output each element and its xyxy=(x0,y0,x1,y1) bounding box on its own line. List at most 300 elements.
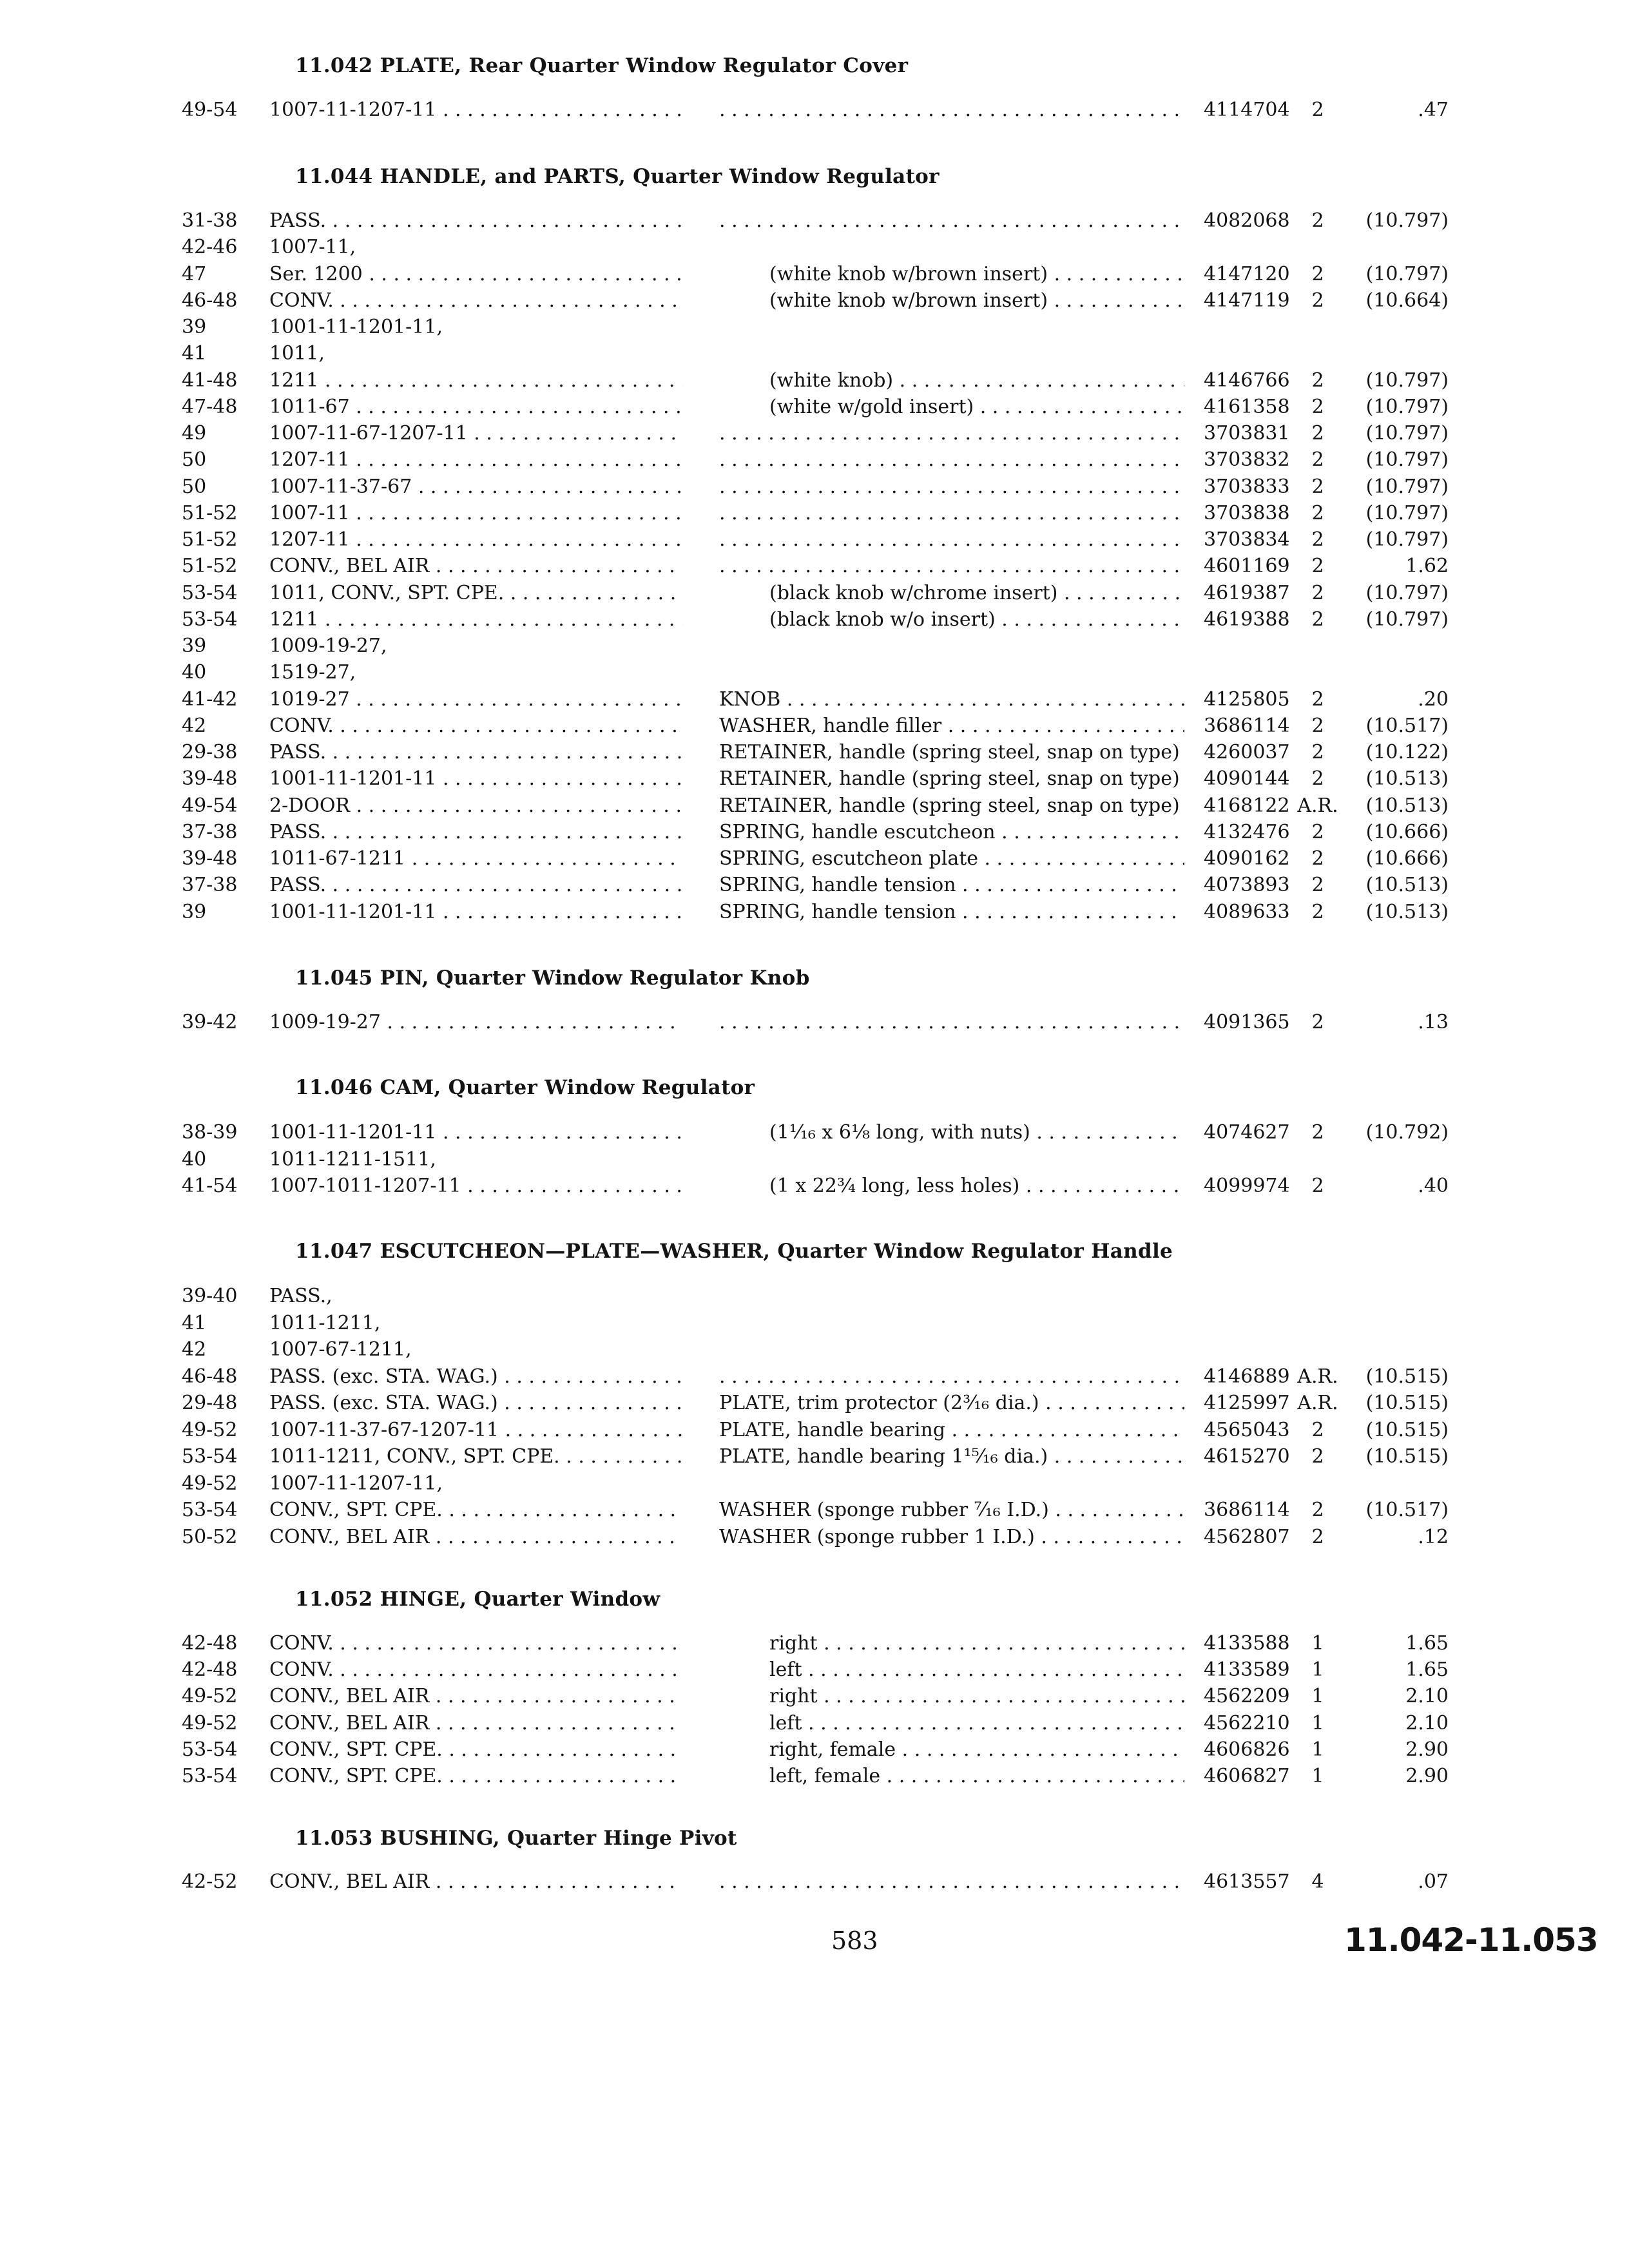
row-group-price: .40 xyxy=(1418,1175,1449,1197)
row-part-number: 3703834 xyxy=(1204,528,1290,551)
row-part-number: 4619387 xyxy=(1204,582,1290,604)
table-row xyxy=(0,659,1629,686)
row-quantity: 2 xyxy=(1311,555,1324,577)
row-quantity: 2 xyxy=(1311,1175,1324,1197)
row-description: (black knob w/chrome insert) . . . xyxy=(769,580,1184,606)
row-group-price: 2.10 xyxy=(1405,1685,1449,1707)
table-row xyxy=(0,1497,1629,1523)
row-years: 38-39 xyxy=(182,1121,238,1144)
row-group-price: 2.90 xyxy=(1405,1738,1449,1761)
row-group-price: (10.513) xyxy=(1365,901,1449,923)
row-part-number: 4562210 xyxy=(1204,1712,1290,1735)
row-application: 1001-11-1201-11 . . . xyxy=(269,1119,683,1146)
row-part-number: 4089633 xyxy=(1204,901,1290,923)
row-quantity: 2 xyxy=(1311,289,1324,312)
table-row xyxy=(0,1417,1629,1443)
row-quantity: 2 xyxy=(1311,688,1324,711)
row-description: SPRING, handle tension . . . xyxy=(719,872,1184,898)
row-application: 1007-11-37-67-1207-11 . . . xyxy=(269,1417,683,1443)
row-part-number: 3703832 xyxy=(1204,448,1290,471)
row-description: right . . . xyxy=(769,1683,1184,1709)
row-years: 49-52 xyxy=(182,1419,238,1441)
row-years: 49-54 xyxy=(182,99,238,121)
row-group-price: .13 xyxy=(1418,1011,1449,1033)
row-quantity: 2 xyxy=(1311,502,1324,524)
row-quantity: 1 xyxy=(1311,1738,1324,1761)
row-group-price: (10.797) xyxy=(1365,422,1449,445)
row-years: 47-48 xyxy=(182,396,238,418)
row-quantity: 1 xyxy=(1311,1712,1324,1735)
row-application: CONV., BEL AIR . . . xyxy=(269,1710,683,1736)
row-years: 49-52 xyxy=(182,1712,238,1735)
row-application: 1211 . . . xyxy=(269,367,683,394)
row-years: 40 xyxy=(182,661,207,684)
row-application: 1011-1211, xyxy=(269,1312,381,1334)
row-years: 39-40 xyxy=(182,1285,238,1307)
row-application: 1011-1211-1511, xyxy=(269,1148,436,1171)
table-row xyxy=(0,633,1629,659)
row-group-price: 2.90 xyxy=(1405,1765,1449,1787)
row-quantity: 2 xyxy=(1311,369,1324,392)
row-application: 1007-11-67-1207-11 . . . xyxy=(269,420,683,447)
row-application: PASS., xyxy=(269,1285,333,1307)
row-application: 1007-11-37-67 . . . xyxy=(269,474,683,500)
row-group-price: (10.666) xyxy=(1365,821,1449,843)
row-years: 51-52 xyxy=(182,555,238,577)
row-years: 39 xyxy=(182,316,207,338)
table-row xyxy=(0,1470,1629,1497)
row-application: 1011-67-1211 . . . xyxy=(269,845,683,872)
row-part-number: 4133589 xyxy=(1204,1658,1290,1681)
row-years: 49-52 xyxy=(182,1685,238,1707)
table-row xyxy=(0,1736,1629,1763)
row-years: 49-54 xyxy=(182,794,238,817)
row-application: CONV., BEL AIR . . . xyxy=(269,1869,683,1895)
table-row xyxy=(0,899,1629,925)
row-years: 39 xyxy=(182,901,207,923)
row-part-number: 4615270 xyxy=(1204,1445,1290,1468)
row-description: (1 x 22¾ long, less holes) . . . xyxy=(769,1173,1184,1199)
row-application: CONV. . . . xyxy=(269,1657,683,1683)
row-part-number: 4125805 xyxy=(1204,688,1290,711)
table-row xyxy=(0,1119,1629,1146)
row-quantity: 2 xyxy=(1311,715,1324,737)
row-description: RETAINER, handle (spring steel, snap on type) . . . xyxy=(719,739,1184,765)
row-group-price: (10.515) xyxy=(1365,1445,1449,1468)
table-row xyxy=(0,1363,1629,1390)
row-years: 39-48 xyxy=(182,767,238,790)
row-application: 1207-11 . . . xyxy=(269,447,683,473)
row-years: 41-54 xyxy=(182,1175,238,1197)
row-application: PASS. . . . xyxy=(269,819,683,845)
row-quantity: 2 xyxy=(1311,1121,1324,1144)
row-years: 50-52 xyxy=(182,1526,238,1548)
row-description xyxy=(719,500,1184,526)
table-row xyxy=(0,580,1629,606)
row-years: 50 xyxy=(182,476,207,498)
table-row xyxy=(0,845,1629,872)
row-group-price: (10.513) xyxy=(1365,767,1449,790)
row-quantity: 2 xyxy=(1311,901,1324,923)
row-description: right . . . xyxy=(769,1630,1184,1657)
row-application: CONV., SPT. CPE. . . . xyxy=(269,1497,683,1523)
row-years: 50 xyxy=(182,448,207,471)
row-description: (1¹⁄₁₆ x 6⅛ long, with nuts) . . . xyxy=(769,1119,1184,1146)
row-group-price: (10.797) xyxy=(1365,476,1449,498)
row-part-number: 3703838 xyxy=(1204,502,1290,524)
table-row xyxy=(0,474,1629,500)
row-part-number: 4147120 xyxy=(1204,263,1290,285)
row-application: Ser. 1200 . . . xyxy=(269,261,683,287)
row-group-price: .20 xyxy=(1418,688,1449,711)
row-years: 42 xyxy=(182,1338,207,1361)
row-years: 41 xyxy=(182,1312,207,1334)
row-quantity: 2 xyxy=(1311,608,1324,631)
row-years: 53-54 xyxy=(182,608,238,631)
table-row xyxy=(0,1630,1629,1657)
table-row xyxy=(0,793,1629,819)
row-description xyxy=(719,1363,1184,1390)
row-description: SPRING, handle tension . . . xyxy=(719,899,1184,925)
row-application: 1007-11-1207-11, xyxy=(269,1472,443,1495)
row-application: 1007-11 . . . xyxy=(269,500,683,526)
row-group-price: (10.797) xyxy=(1365,369,1449,392)
row-part-number: 4562209 xyxy=(1204,1685,1290,1707)
row-description: PLATE, handle bearing . . . xyxy=(719,1417,1184,1443)
row-description: (white w/gold insert) . . . xyxy=(769,394,1184,420)
row-group-price: 1.65 xyxy=(1405,1658,1449,1681)
row-years: 53-54 xyxy=(182,582,238,604)
row-description: PLATE, handle bearing 1¹⁵⁄₁₆ dia.) . . . xyxy=(719,1443,1184,1470)
row-years: 29-38 xyxy=(182,741,238,764)
table-row xyxy=(0,394,1629,420)
row-quantity: 2 xyxy=(1311,263,1324,285)
row-application: CONV., BEL AIR . . . xyxy=(269,1683,683,1709)
row-years: 31-38 xyxy=(182,209,238,232)
row-description: left, female . . . xyxy=(769,1763,1184,1789)
row-part-number: 4147119 xyxy=(1204,289,1290,312)
row-group-price: (10.792) xyxy=(1365,1121,1449,1144)
row-group-price: .12 xyxy=(1418,1526,1449,1548)
row-application: 1007-11, xyxy=(269,236,356,258)
row-part-number: 4133588 xyxy=(1204,1632,1290,1655)
row-years: 42 xyxy=(182,715,207,737)
row-group-price: (10.797) xyxy=(1365,502,1449,524)
row-description: left . . . xyxy=(769,1710,1184,1736)
row-part-number: 4091365 xyxy=(1204,1011,1290,1033)
table-row xyxy=(0,1173,1629,1199)
table-row xyxy=(0,367,1629,394)
section-heading: 11.042 PLATE, Rear Quarter Window Regulator Cover xyxy=(295,54,909,77)
row-years: 39-48 xyxy=(182,847,238,870)
row-part-number: 4090162 xyxy=(1204,847,1290,870)
row-application: PASS. (exc. STA. WAG.) . . . xyxy=(269,1363,683,1390)
table-row xyxy=(0,1283,1629,1309)
table-row xyxy=(0,1763,1629,1789)
row-group-price: (10.122) xyxy=(1365,741,1449,764)
row-group-price: (10.515) xyxy=(1365,1365,1449,1388)
row-application: PASS. . . . xyxy=(269,872,683,898)
row-application: CONV. . . . xyxy=(269,1630,683,1657)
table-row xyxy=(0,97,1629,123)
row-quantity: 2 xyxy=(1311,1445,1324,1468)
row-application: 1001-11-1201-11 . . . xyxy=(269,899,683,925)
row-application: 1007-1011-1207-11 . . . xyxy=(269,1173,683,1199)
row-description: (black knob w/o insert) . . . xyxy=(769,606,1184,633)
row-application: 1011, xyxy=(269,342,325,365)
row-application: 1001-11-1201-11, xyxy=(269,316,443,338)
row-group-price: (10.513) xyxy=(1365,794,1449,817)
row-years: 40 xyxy=(182,1148,207,1171)
row-group-price: .07 xyxy=(1418,1870,1449,1893)
table-row xyxy=(0,447,1629,473)
section-heading: 11.053 BUSHING, Quarter Hinge Pivot xyxy=(295,1827,737,1850)
row-quantity: 2 xyxy=(1311,99,1324,121)
row-quantity: 2 xyxy=(1311,209,1324,232)
table-row xyxy=(0,1146,1629,1173)
row-application: 1011-67 . . . xyxy=(269,394,683,420)
row-part-number: 4601169 xyxy=(1204,555,1290,577)
table-row xyxy=(0,739,1629,765)
row-group-price: (10.515) xyxy=(1365,1419,1449,1441)
row-group-price: (10.797) xyxy=(1365,528,1449,551)
row-years: 37-38 xyxy=(182,821,238,843)
row-years: 42-46 xyxy=(182,236,238,258)
row-quantity: 2 xyxy=(1311,1419,1324,1441)
row-quantity: 2 xyxy=(1311,396,1324,418)
row-quantity: A.R. xyxy=(1297,794,1338,817)
table-row xyxy=(0,765,1629,792)
row-group-price: (10.797) xyxy=(1365,448,1449,471)
row-years: 53-54 xyxy=(182,1499,238,1521)
table-row xyxy=(0,340,1629,367)
row-part-number: 4606826 xyxy=(1204,1738,1290,1761)
section-heading: 11.047 ESCUTCHEON—PLATE—WASHER, Quarter Window Regulator Handle xyxy=(295,1240,1173,1263)
row-years: 49 xyxy=(182,422,207,445)
row-part-number: 4260037 xyxy=(1204,741,1290,764)
table-row xyxy=(0,1336,1629,1363)
row-years: 53-54 xyxy=(182,1738,238,1761)
row-application: CONV., BEL AIR . . . xyxy=(269,1524,683,1550)
row-part-number: 4606827 xyxy=(1204,1765,1290,1787)
row-quantity: 2 xyxy=(1311,741,1324,764)
row-part-number: 4090144 xyxy=(1204,767,1290,790)
row-application: CONV., SPT. CPE. . . . xyxy=(269,1736,683,1763)
row-group-price: (10.797) xyxy=(1365,263,1449,285)
row-description xyxy=(719,97,1184,123)
row-years: 42-48 xyxy=(182,1632,238,1655)
row-description: RETAINER, handle (spring steel, snap on type) . . . xyxy=(719,765,1184,792)
row-years: 41-42 xyxy=(182,688,238,711)
row-application: CONV. . . . xyxy=(269,713,683,739)
table-row xyxy=(0,1869,1629,1895)
row-part-number: 4146889 xyxy=(1204,1365,1290,1388)
row-description: SPRING, escutcheon plate . . . xyxy=(719,845,1184,872)
row-group-price: (10.515) xyxy=(1365,1392,1449,1414)
row-part-number: 4125997 xyxy=(1204,1392,1290,1414)
table-row xyxy=(0,1683,1629,1709)
row-quantity: 1 xyxy=(1311,1632,1324,1655)
row-group-price: (10.666) xyxy=(1365,847,1449,870)
row-quantity: 2 xyxy=(1311,1011,1324,1033)
row-part-number: 3703831 xyxy=(1204,422,1290,445)
row-group-price: (10.797) xyxy=(1365,396,1449,418)
row-quantity: 2 xyxy=(1311,448,1324,471)
row-quantity: 4 xyxy=(1311,1870,1324,1893)
row-description xyxy=(719,1869,1184,1895)
row-application: PASS. . . . xyxy=(269,739,683,765)
row-group-price: (10.664) xyxy=(1365,289,1449,312)
row-part-number: 3686114 xyxy=(1204,1499,1290,1521)
row-part-number: 4613557 xyxy=(1204,1870,1290,1893)
row-quantity: 2 xyxy=(1311,1499,1324,1521)
row-quantity: 2 xyxy=(1311,1526,1324,1548)
table-row xyxy=(0,606,1629,633)
row-description: WASHER (sponge rubber 1 I.D.) . . . xyxy=(719,1524,1184,1550)
row-application: 1211 . . . xyxy=(269,606,683,633)
row-description: SPRING, handle escutcheon . . . xyxy=(719,819,1184,845)
section-heading: 11.052 HINGE, Quarter Window xyxy=(295,1588,660,1611)
row-years: 37-38 xyxy=(182,874,238,896)
row-years: 42-52 xyxy=(182,1870,238,1893)
table-row xyxy=(0,819,1629,845)
row-application: 1009-19-27, xyxy=(269,635,387,657)
row-description xyxy=(719,474,1184,500)
row-description: right, female . . . xyxy=(769,1736,1184,1763)
row-quantity: A.R. xyxy=(1297,1365,1338,1388)
row-quantity: 2 xyxy=(1311,874,1324,896)
row-description: left . . . xyxy=(769,1657,1184,1683)
row-application: 1007-67-1211, xyxy=(269,1338,412,1361)
table-row xyxy=(0,420,1629,447)
row-part-number: 4099974 xyxy=(1204,1175,1290,1197)
row-description: PLATE, trim protector (2³⁄₁₆ dia.) . . . xyxy=(719,1390,1184,1416)
row-quantity: 2 xyxy=(1311,847,1324,870)
row-description xyxy=(719,447,1184,473)
row-years: 46-48 xyxy=(182,289,238,312)
row-quantity: 2 xyxy=(1311,582,1324,604)
table-row xyxy=(0,234,1629,260)
row-application: 1207-11 . . . xyxy=(269,526,683,553)
row-group-price: (10.513) xyxy=(1365,874,1449,896)
row-years: 51-52 xyxy=(182,502,238,524)
table-row xyxy=(0,500,1629,526)
row-description: (white knob w/brown insert) . . . xyxy=(769,287,1184,314)
row-part-number: 4073893 xyxy=(1204,874,1290,896)
row-years: 39-42 xyxy=(182,1011,238,1033)
row-description: RETAINER, handle (spring steel, snap on type) . . . xyxy=(719,793,1184,819)
row-group-price: 1.65 xyxy=(1405,1632,1449,1655)
row-years: 53-54 xyxy=(182,1765,238,1787)
row-application: 1519-27, xyxy=(269,661,356,684)
row-years: 49-52 xyxy=(182,1472,238,1495)
table-row xyxy=(0,261,1629,287)
section-heading: 11.046 CAM, Quarter Window Regulator xyxy=(295,1076,755,1099)
row-quantity: 2 xyxy=(1311,422,1324,445)
row-part-number: 4074627 xyxy=(1204,1121,1290,1144)
table-row xyxy=(0,713,1629,739)
row-application: 1009-19-27 . . . xyxy=(269,1009,683,1035)
row-quantity: 2 xyxy=(1311,767,1324,790)
row-part-number: 4114704 xyxy=(1204,99,1290,121)
row-application: 1007-11-1207-11 . . . xyxy=(269,97,683,123)
row-application: 1011-1211, CONV., SPT. CPE. . . . xyxy=(269,1443,683,1470)
row-description: (white knob) . . . xyxy=(769,367,1184,394)
row-description: (white knob w/brown insert) . . . xyxy=(769,261,1184,287)
table-row xyxy=(0,526,1629,553)
row-years: 41 xyxy=(182,342,207,365)
table-row xyxy=(0,287,1629,314)
row-description xyxy=(719,207,1184,234)
row-group-price: 2.10 xyxy=(1405,1712,1449,1735)
row-part-number: 4161358 xyxy=(1204,396,1290,418)
row-application: CONV. . . . xyxy=(269,287,683,314)
row-group-price: (10.797) xyxy=(1365,582,1449,604)
row-application: 1019-27 . . . xyxy=(269,686,683,713)
table-row xyxy=(0,1524,1629,1550)
row-description xyxy=(719,420,1184,447)
row-years: 51-52 xyxy=(182,528,238,551)
row-group-price: (10.797) xyxy=(1365,608,1449,631)
row-application: CONV., SPT. CPE. . . . xyxy=(269,1763,683,1789)
row-years: 47 xyxy=(182,263,207,285)
row-years: 53-54 xyxy=(182,1445,238,1468)
table-row xyxy=(0,1390,1629,1416)
table-row xyxy=(0,1657,1629,1683)
row-part-number: 3686114 xyxy=(1204,715,1290,737)
row-group-price: (10.517) xyxy=(1365,1499,1449,1521)
row-application: 1011, CONV., SPT. CPE. . . . xyxy=(269,580,683,606)
section-heading: 11.045 PIN, Quarter Window Regulator Knob xyxy=(295,966,810,990)
row-quantity: 1 xyxy=(1311,1765,1324,1787)
row-part-number: 3703833 xyxy=(1204,476,1290,498)
table-row xyxy=(0,207,1629,234)
row-quantity: A.R. xyxy=(1297,1392,1338,1414)
row-group-price: (10.797) xyxy=(1365,209,1449,232)
row-description xyxy=(719,553,1184,579)
row-description: WASHER, handle filler . . . xyxy=(719,713,1184,739)
row-part-number: 4562807 xyxy=(1204,1526,1290,1548)
row-quantity: 2 xyxy=(1311,476,1324,498)
row-part-number: 4565043 xyxy=(1204,1419,1290,1441)
table-row xyxy=(0,1310,1629,1336)
row-quantity: 2 xyxy=(1311,821,1324,843)
row-quantity: 1 xyxy=(1311,1685,1324,1707)
row-quantity: 1 xyxy=(1311,1658,1324,1681)
table-row xyxy=(0,314,1629,340)
row-part-number: 4619388 xyxy=(1204,608,1290,631)
page-number: 583 xyxy=(831,1927,878,1955)
row-group-price: 1.62 xyxy=(1405,555,1449,577)
row-years: 46-48 xyxy=(182,1365,238,1388)
row-application: 2-DOOR . . . xyxy=(269,793,683,819)
table-row xyxy=(0,872,1629,898)
row-application: PASS. . . . xyxy=(269,207,683,234)
row-description: WASHER (sponge rubber ⁷⁄₁₆ I.D.) . . . xyxy=(719,1497,1184,1523)
row-description xyxy=(719,1009,1184,1035)
row-quantity: 2 xyxy=(1311,528,1324,551)
row-application: PASS. (exc. STA. WAG.) . . . xyxy=(269,1390,683,1416)
row-part-number: 4168122 xyxy=(1204,794,1290,817)
row-group-price: (10.517) xyxy=(1365,715,1449,737)
table-row xyxy=(0,686,1629,713)
row-group-price: .47 xyxy=(1418,99,1449,121)
row-part-number: 4132476 xyxy=(1204,821,1290,843)
row-application: CONV., BEL AIR . . . xyxy=(269,553,683,579)
table-row xyxy=(0,553,1629,579)
section-range: 11.042-11.053 xyxy=(1344,1921,1598,1959)
row-description: KNOB . . . xyxy=(719,686,1184,713)
